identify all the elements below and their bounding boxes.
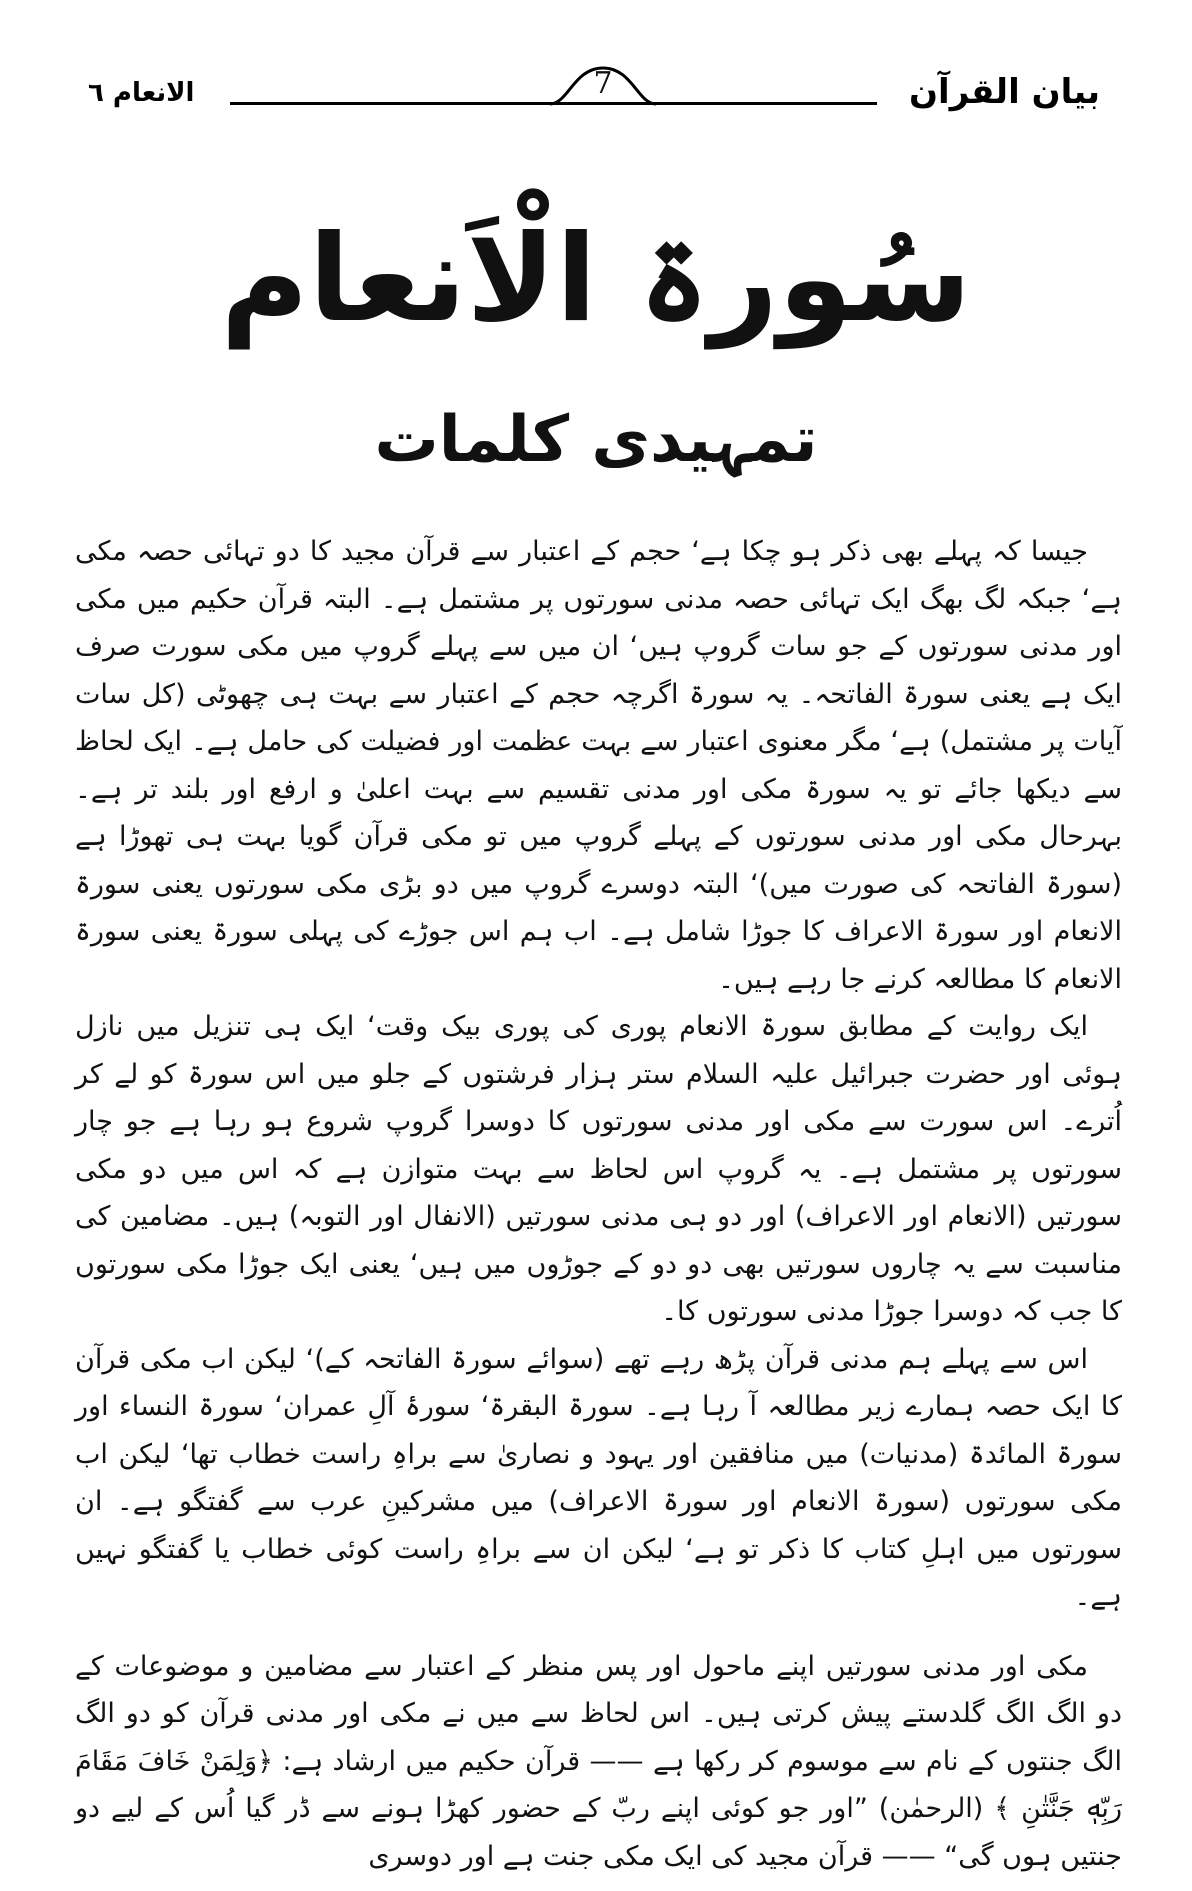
paragraph: جیسا کہ پہلے بھی ذکر ہو چکا ہے‘ حجم کے اعتبار سے قرآن مجید کا دو تہائی حصہ مکی ہے‘ جبکہ لگ بھگ ایک تہائی حصہ مدنی سورتوں پر مشتمل ہے۔ البتہ قرآن حکیم میں مکی اور مدنی سورتوں کے جو سات گروپ ہیں‘ ان میں سے پہلے گروپ میں مکی سورت صرف ایک ہے یعنی سورۃ الفاتحہ۔ یہ سورۃ اگرچہ حجم کے اعتبار سے بہت ہی چھوٹی (کل سات آیات پر مشتمل) ہے‘ مگر معنوی اعتبار سے بہت عظمت اور فضیلت کی حامل ہے۔ ایک لحاظ سے دیکھا جائے تو یہ سورۃ مکی اور مدنی تقسیم سے بہت اعلیٰ و ارفع اور بلند تر ہے۔ بہرحال مکی اور مدنی سورتوں کے پہلے گروپ میں تو مکی قرآن گویا بہت ہی تھوڑا ہے (سورۃ الفاتحہ کی صورت میں)‘ البتہ دوسرے گروپ میں دو بڑی مکی سورتوں یعنی سورۃ الانعام اور سورۃ الاعراف کا جوڑا شامل ہے۔ اب ہم اس جوڑے کی پہلی سورۃ یعنی سورۃ الانعام کا مطالعہ کرنے جا رہے ہیں۔ bbox=[75, 536, 1122, 995]
paragraph: اس سے پہلے ہم مدنی قرآن پڑھ رہے تھے (سوائے سورۃ الفاتحہ کے)‘ لیکن اب مکی قرآن کا ایک حصہ ہمارے زیر مطالعہ آ رہا ہے۔ سورۃ البقرۃ‘ سورۂ آلِ عمران‘ سورۃ النساء اور سورۃ المائدۃ (مدنیات) میں منافقین اور یہود و نصاریٰ سے براہِ راست خطاب تھا‘ لیکن اب مکی سورتوں (سورۃ الانعام اور سورۃ الاعراف) میں مشرکینِ عرب سے گفتگو ہے۔ ان سورتوں میں اہلِ کتاب کا ذکر تو ہے‘ لیکن ان سے براہِ راست کوئی خطاب یا گفتگو نہیں ہے۔ bbox=[75, 1343, 1122, 1612]
paragraph: ایک روایت کے مطابق سورۃ الانعام پوری کی پوری بیک وقت‘ ایک ہی تنزیل میں نازل ہوئی اور حضرت جبرائیل علیہ السلام ستر ہزار فرشتوں کے جلو میں اس سورۃ کو لے کر اُترے۔ اس سورت سے مکی اور مدنی سورتوں کا دوسرا گروپ شروع ہو رہا ہے جو چار سورتوں پر مشتمل ہے۔ یہ گروپ اس لحاظ سے بہت متوازن ہے کہ اس میں دو مکی سورتیں (الانعام اور الاعراف) اور دو ہی مدنی سورتیں (الانفال اور التوبہ) ہیں۔ مضامین کی مناسبت سے یہ چاروں سورتیں بھی دو دو کے جوڑوں میں ہیں‘ یعنی ایک جوڑا مکی سورتوں کا جب کہ دوسرا جوڑا مدنی سورتوں کا۔ bbox=[75, 1011, 1122, 1327]
page-number: 7 bbox=[593, 66, 613, 101]
header-rule-left bbox=[230, 102, 600, 105]
page-number-badge bbox=[548, 62, 658, 114]
paragraph: مکی اور مدنی سورتیں اپنے ماحول اور پس منظر کے اعتبار سے مضامین و موضوعات کے دو الگ الگ گلدستے پیش کرتی ہیں۔ اس لحاظ سے میں نے مکی اور مدنی قرآن کو دو الگ الگ جنتوں کے نام سے موسوم کر رکھا ہے —— قرآن حکیم میں ارشاد ہے: ﴿وَلِمَنْ خَافَ مَقَامَ رَبِّهٖ جَنَّتٰنِ ﴾ (الرحمٰن) ”اور جو کوئی اپنے ربّ کے حضور کھڑا ہونے سے ڈر گیا اُس کے لیے دو جنتیں ہوں گی“ —— قرآن مجید کی ایک مکی جنت ہے اور دوسری bbox=[75, 1650, 1122, 1872]
body-text bbox=[75, 528, 1122, 1880]
surah-reference: الانعام ٦ bbox=[88, 78, 195, 108]
book-title: بیان القرآن bbox=[909, 72, 1100, 112]
surah-title: سُورۃ الْاَنعام bbox=[220, 210, 972, 349]
section-heading: تمہیدی کلمات bbox=[374, 403, 818, 477]
